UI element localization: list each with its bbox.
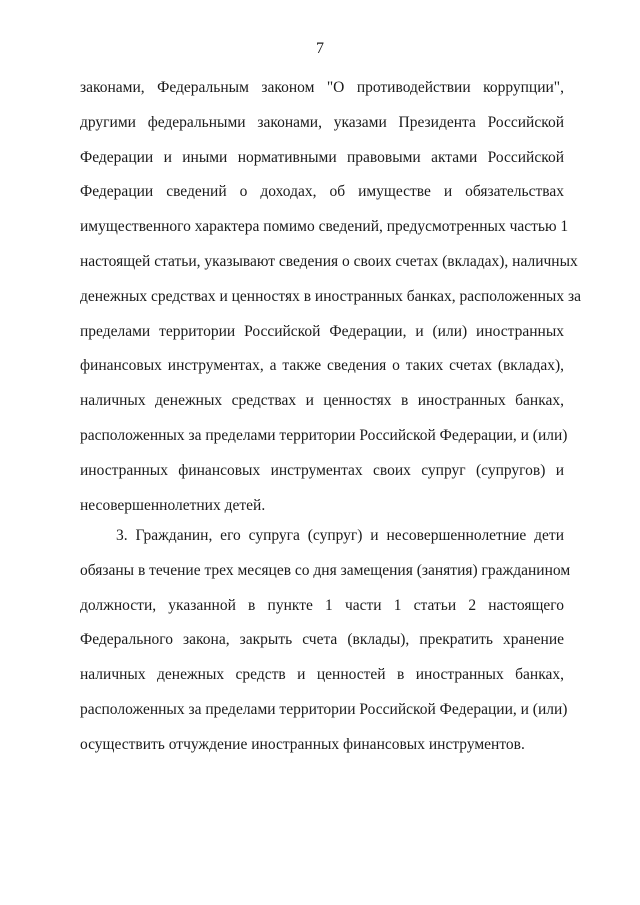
paragraph-1-line: иностранных финансовых инструментах своих супруг (супругов) и bbox=[80, 461, 564, 479]
paragraph-1-line: законами, Федеральным законом "О противодействии коррупции", bbox=[80, 79, 564, 96]
paragraph-2-line: наличных денежных средств и ценностей в иностранных банках, bbox=[80, 666, 564, 684]
paragraph-2-line: расположенных за пределами территории Российской Федерации, и (или) bbox=[80, 700, 568, 718]
paragraph-1-line: финансовых инструментах, а также сведения о таких счетах (вкладах), bbox=[80, 357, 564, 375]
paragraph-1-line: несовершеннолетних детей. bbox=[80, 496, 266, 514]
paragraph-1-line: наличных денежных средствах и ценностях в иностранных банках, bbox=[80, 392, 564, 410]
paragraph-1-line: пределами территории Российской Федерации, и (или) иностранных bbox=[80, 322, 564, 340]
paragraph-2-line: Федерального закона, закрыть счета (вклады), прекратить хранение bbox=[80, 631, 564, 649]
paragraph-2-line: должности, указанной в пункте 1 части 1 статьи 2 настоящего bbox=[80, 596, 564, 614]
paragraph-1 bbox=[80, 71, 581, 523]
paragraph-1-line: Федерации и иными нормативными правовыми актами Российской bbox=[80, 148, 564, 166]
paragraph-2 bbox=[80, 519, 571, 763]
paragraph-1-line: другими федеральными законами, указами Президента Российской bbox=[80, 113, 564, 131]
paragraph-1-line: имущественного характера помимо сведений, предусмотренных частью 1 bbox=[80, 218, 569, 236]
paragraph-1-line: денежных средствах и ценностях в иностранных банках, расположенных за bbox=[80, 287, 581, 305]
paragraph-1-line: настоящей статьи, указывают сведения о своих счетах (вкладах), наличных bbox=[80, 252, 578, 270]
paragraph-1-line: Федерации сведений о доходах, об имуществе и обязательствах bbox=[80, 183, 564, 201]
paragraph-2-line: осуществить отчуждение иностранных финансовых инструментов. bbox=[80, 735, 525, 753]
paragraph-1-line: расположенных за пределами территории Российской Федерации, и (или) bbox=[80, 426, 568, 444]
page-number: 7 bbox=[316, 40, 324, 57]
paragraph-2-line: 3. Гражданин, его супруга (супруг) и несовершеннолетние дети bbox=[116, 527, 564, 544]
paragraph-2-line: обязаны в течение трех месяцев со дня замещения (занятия) гражданином bbox=[80, 561, 571, 579]
